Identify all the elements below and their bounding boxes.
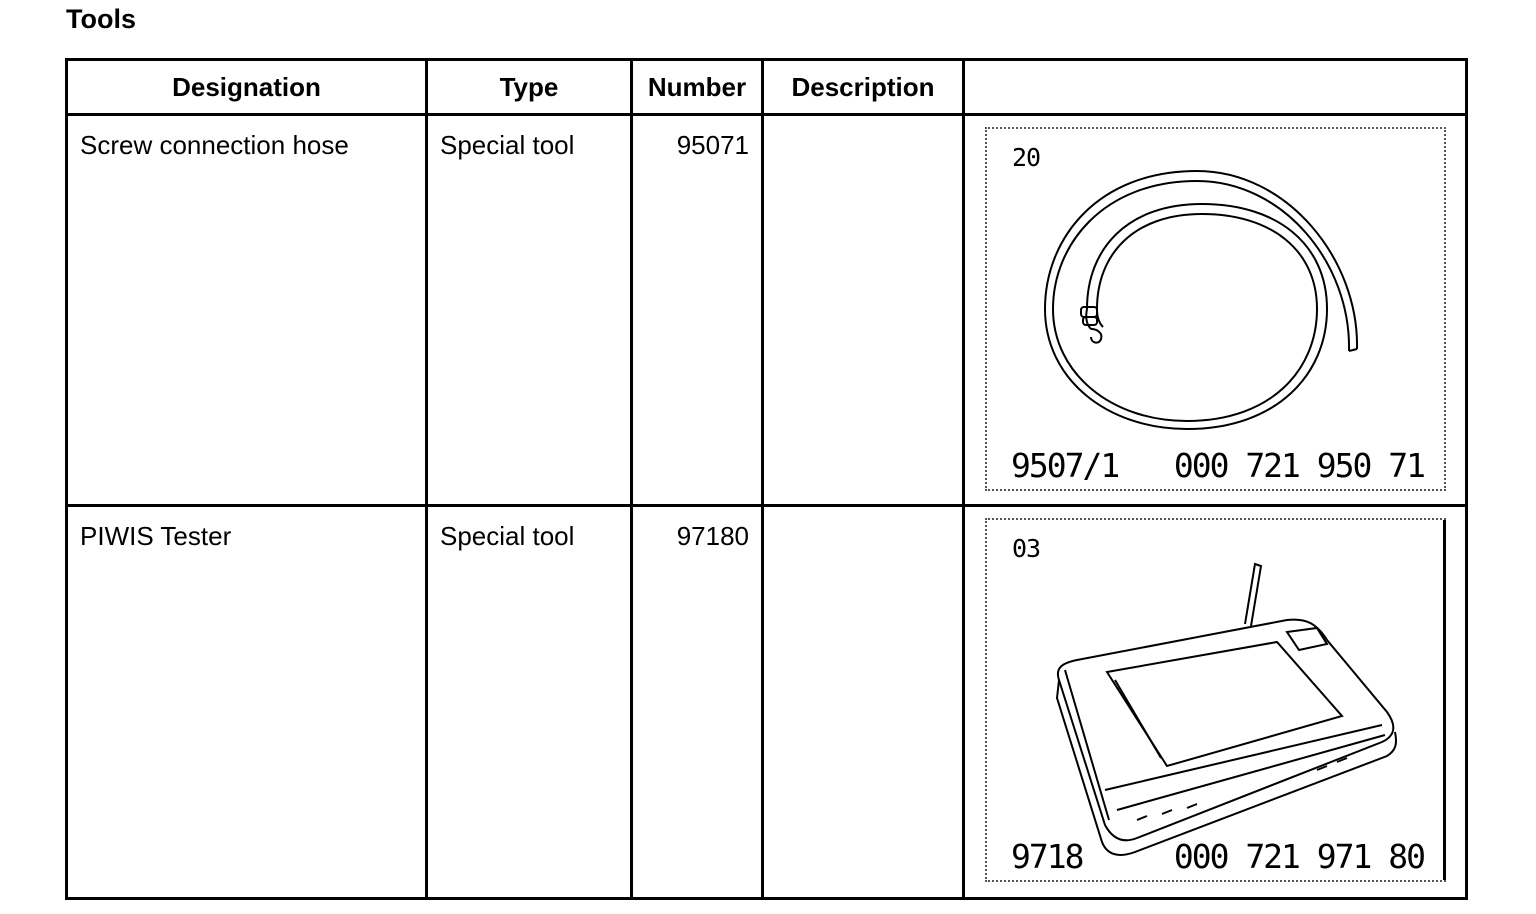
image-index-label: 03 <box>1012 534 1041 563</box>
tool-image-frame <box>985 518 1446 882</box>
designation-cell <box>67 506 427 899</box>
table-row <box>67 506 1467 899</box>
number-text: 97180 <box>676 521 749 551</box>
description-cell <box>763 115 964 506</box>
piwis-tester-icon <box>987 520 1445 884</box>
type-text: Special tool <box>440 130 575 160</box>
column-header-designation: Designation <box>67 60 427 115</box>
type-cell <box>427 115 632 506</box>
description-cell <box>763 506 964 899</box>
image-cell <box>964 115 1467 506</box>
column-header-image <box>964 60 1467 115</box>
number-cell <box>632 506 763 899</box>
image-code-left: 9718 <box>1011 837 1083 876</box>
image-index-label: 20 <box>1012 143 1041 172</box>
image-code-right: 000 721 950 71 <box>1173 446 1424 485</box>
number-text: 95071 <box>676 130 749 160</box>
description-text <box>764 116 962 130</box>
image-cell <box>964 506 1467 899</box>
designation-text: PIWIS Tester <box>80 521 232 551</box>
table-row <box>67 115 1467 506</box>
type-cell <box>427 506 632 899</box>
description-text <box>764 507 962 521</box>
column-header-description: Description <box>763 60 964 115</box>
designation-cell <box>67 115 427 506</box>
column-header-type: Type <box>427 60 632 115</box>
image-code-right: 000 721 971 80 <box>1173 837 1424 876</box>
column-header-number: Number <box>632 60 763 115</box>
type-text: Special tool <box>440 521 575 551</box>
table-header-row <box>67 60 1467 115</box>
page-title: Tools <box>66 4 136 34</box>
coiled-hose-icon <box>987 129 1445 493</box>
designation-text: Screw connection hose <box>80 130 349 160</box>
tools-table <box>65 58 1468 900</box>
number-cell <box>632 115 763 506</box>
image-code-left: 9507/1 <box>1011 446 1119 485</box>
tool-image-frame <box>985 127 1446 491</box>
